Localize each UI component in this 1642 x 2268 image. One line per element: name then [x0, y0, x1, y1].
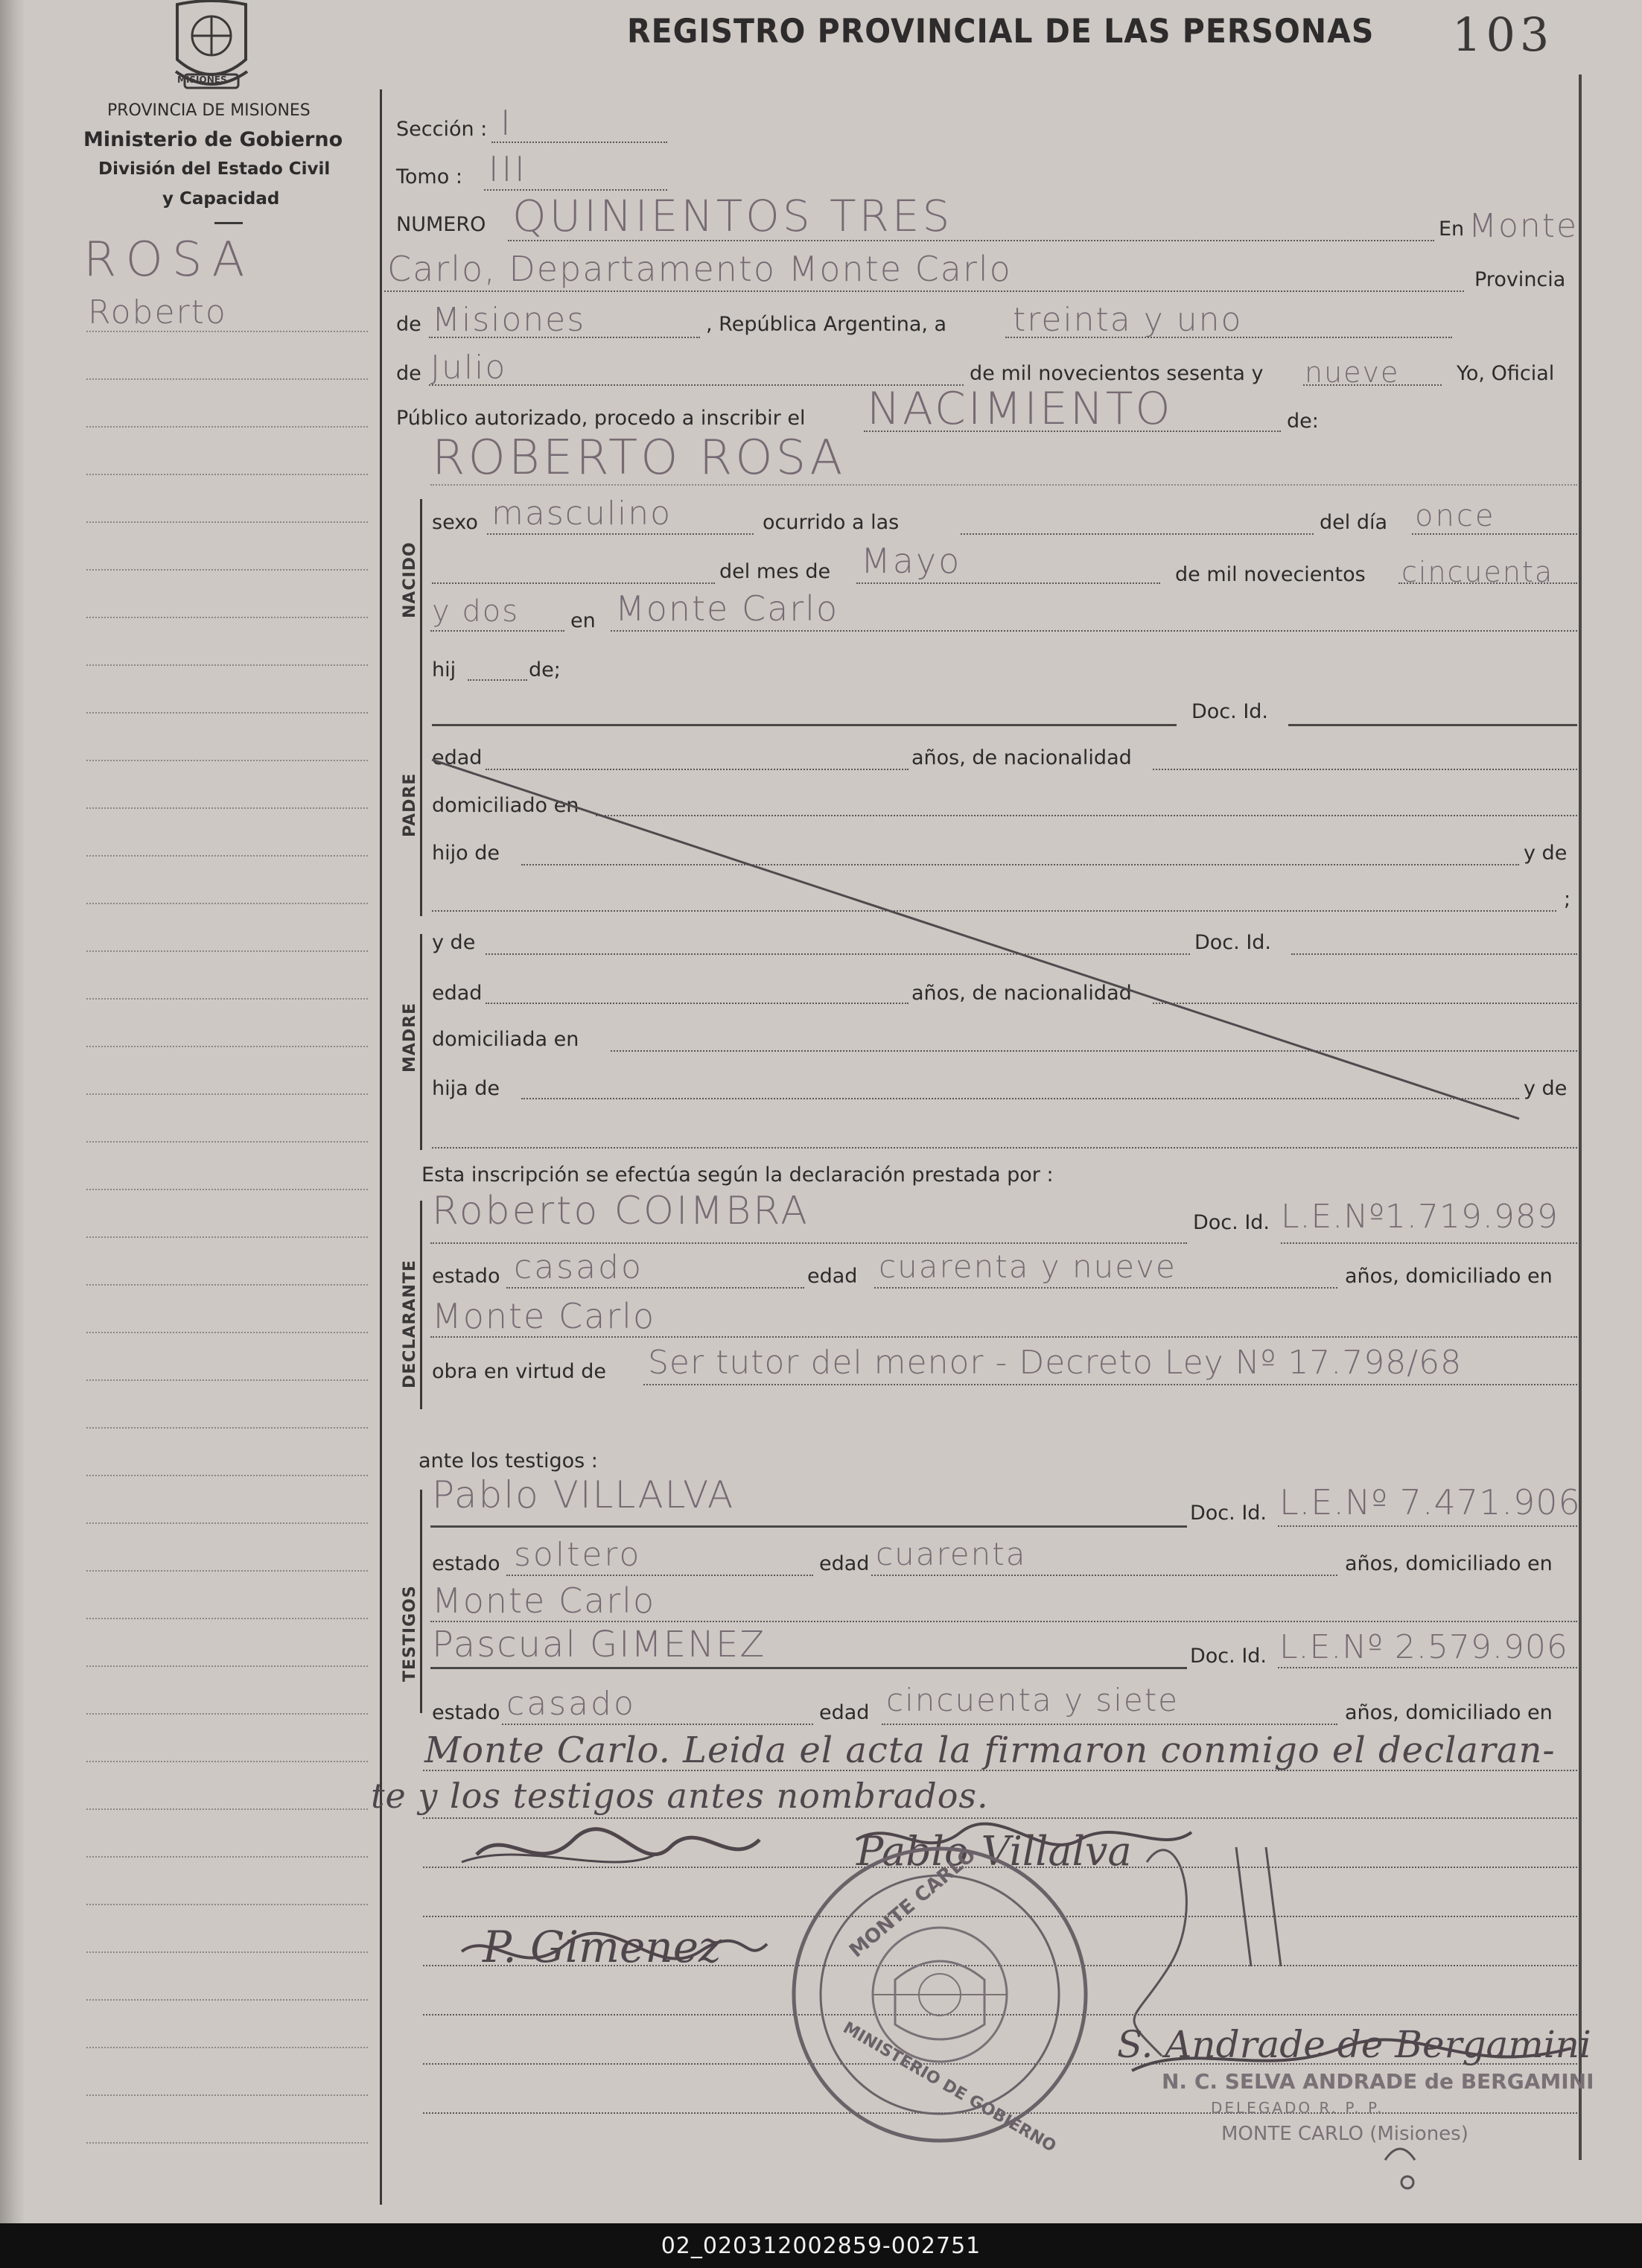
padre-domicilio-label: domiciliado en: [432, 794, 579, 817]
nacido-section-label: NACIDO: [401, 541, 419, 618]
en-label: En: [1439, 217, 1465, 241]
testigo2-edad-label: edad: [819, 1701, 870, 1724]
image-caption: 02_020312002859-002751: [0, 2223, 1642, 2268]
del-dia-label: del día: [1320, 511, 1388, 534]
testigo2-doc-label: Doc. Id.: [1190, 1645, 1267, 1668]
republica-label: , República Argentina, a: [706, 313, 947, 336]
numero-value: QUINIENTOS TRES: [512, 191, 953, 241]
birth-year-value-1: cincuenta: [1401, 556, 1554, 588]
madre-edad-label: edad: [432, 982, 483, 1005]
seccion-label: Sección :: [396, 118, 488, 141]
testigo1-edad-value: cuarenta: [876, 1536, 1027, 1572]
declarante-domicilio-value: Monte Carlo: [432, 1296, 656, 1336]
birth-day-value: once: [1415, 499, 1496, 533]
declarante-obra-label: obra en virtud de: [432, 1360, 606, 1383]
testigo1-domicilio-value: Monte Carlo: [432, 1581, 656, 1621]
padre-edad-label: edad: [432, 746, 483, 769]
padre-nacionalidad-label: años, de nacionalidad: [911, 746, 1132, 769]
testigo2-estado-label: estado: [432, 1701, 500, 1724]
birth-month-value: Mayo: [861, 541, 962, 581]
madre-nacionalidad-label: años, de nacionalidad: [911, 982, 1132, 1005]
division-label: División del Estado Civil: [98, 159, 331, 179]
officer-stamp-title: DELEGADO R. P. P.: [1211, 2099, 1384, 2117]
seal-text-top: MONTE CARLO: [845, 1843, 981, 1963]
testigos-label: ante los testigos :: [419, 1449, 598, 1473]
tomo-value: III: [489, 149, 528, 189]
page-title: REGISTRO PROVINCIAL DE LAS PERSONAS: [627, 12, 1375, 51]
tomo-label: Tomo :: [396, 165, 462, 188]
de-label: de: [396, 313, 421, 336]
hij-de-label: de;: [529, 658, 561, 682]
padre-doc-label: Doc. Id.: [1191, 700, 1269, 723]
province-label: PROVINCIA DE MISIONES: [107, 101, 311, 120]
del-mes-label: del mes de: [719, 560, 831, 583]
declarante-doc-label: Doc. Id.: [1193, 1211, 1270, 1234]
madre-hija-de-label: hija de: [432, 1077, 500, 1100]
declaracion-label: Esta inscripción se efectúa según la declaración prestada por :: [421, 1163, 1054, 1187]
testigo2-estado-value: casado: [506, 1685, 636, 1723]
madre-y-de-label-2: y de: [1524, 1077, 1568, 1100]
madre-domicilio-label: domiciliada en: [432, 1028, 579, 1051]
testigo1-domicilio-label: años, domiciliado en: [1345, 1552, 1553, 1575]
year-prefix-label: de mil novecientos sesenta y: [970, 362, 1264, 385]
testigo1-signature: Pablo Villalva: [856, 1828, 1132, 1875]
margin-given-name: Roberto: [88, 293, 227, 331]
year-value: nueve: [1305, 356, 1400, 389]
officer-stamp-place: MONTE CARLO (Misiones): [1221, 2123, 1468, 2145]
testigo2-doc-value: L.E.Nº 2.579.906: [1279, 1628, 1568, 1666]
hij-label: hij: [432, 658, 456, 682]
sexo-value: masculino: [491, 495, 672, 533]
act-type-value: NACIMIENTO: [867, 383, 1173, 435]
officer-stamp-name: N. C. SELVA ANDRADE de BERGAMINI: [1162, 2069, 1594, 2094]
testigo1-doc-label: Doc. Id.: [1190, 1502, 1267, 1525]
declarante-domicilio-label: años, domiciliado en: [1345, 1265, 1553, 1288]
seccion-value: I: [500, 103, 514, 143]
yo-oficial-label: Yo, Oficial: [1457, 362, 1555, 385]
birth-place-value: Monte Carlo: [615, 588, 839, 629]
declarante-estado-label: estado: [432, 1265, 500, 1288]
provincia-label: Provincia: [1474, 268, 1566, 291]
province-value: Misiones: [432, 301, 586, 339]
testigo2-edad-value: cincuenta y siete: [886, 1682, 1180, 1718]
numero-label: NUMERO: [396, 213, 486, 236]
margin-surname: ROSA: [83, 232, 254, 288]
closing-line-1: Monte Carlo. Leida el acta la firmaron conmigo el declaran-: [424, 1729, 1556, 1771]
de-label-2: de: [396, 362, 421, 385]
capacity-label: y Capacidad: [162, 189, 280, 209]
place-part1: Monte: [1468, 207, 1579, 245]
day-value: treinta y uno: [1013, 301, 1243, 339]
testigo1-estado-label: estado: [432, 1552, 500, 1575]
madre-doc-label: Doc. Id.: [1194, 931, 1272, 954]
padre-semicolon: ;: [1564, 888, 1571, 911]
seal-text-bottom: MINISTERIO DE GOBIERNO: [839, 2018, 1060, 2156]
ministry-label: Ministerio de Gobierno: [83, 128, 343, 151]
declarante-name: Roberto COIMBRA: [432, 1189, 809, 1233]
declarante-estado-value: casado: [514, 1248, 643, 1286]
testigo2-signature: P. Gimenez: [483, 1922, 722, 1972]
testigo1-edad-label: edad: [819, 1552, 870, 1575]
subject-name: ROBERTO ROSA: [432, 431, 846, 486]
declarante-edad-value: cuarenta y nueve: [879, 1248, 1177, 1285]
ocurrido-label: ocurrido a las: [763, 511, 900, 534]
closing-line-2: te y los testigos antes nombrados.: [371, 1776, 989, 1816]
en-place-label: en: [570, 609, 596, 632]
testigo2-name: Pascual GIMENEZ: [432, 1624, 766, 1665]
madre-section-label: MADRE: [401, 1002, 419, 1073]
month-value: Julio: [430, 349, 507, 387]
testigos-section-label: TESTIGOS: [401, 1585, 419, 1682]
testigo1-doc-value: L.E.Nº 7.471.906: [1279, 1482, 1581, 1522]
place-part2: Carlo, Departamento Monte Carlo: [387, 249, 1012, 289]
publico-label: Público autorizado, procedo a inscribir el: [396, 407, 806, 430]
madre-y-de-label: y de: [432, 931, 476, 954]
sexo-label: sexo: [432, 511, 478, 534]
coat-of-arms-ribbon: MISIONES: [177, 74, 227, 85]
testigo2-domicilio-label: años, domiciliado en: [1345, 1701, 1553, 1724]
testigo1-estado-value: soltero: [514, 1536, 642, 1574]
officer-signature: S. Andrade de Bergamini: [1117, 2023, 1591, 2066]
padre-y-de-label: y de: [1524, 842, 1568, 865]
declarante-doc-value: L.E.Nº1.719.989: [1281, 1198, 1559, 1236]
page-number: 103: [1452, 7, 1554, 62]
declarante-section-label: DECLARANTE: [401, 1260, 419, 1388]
declarante-obra-value: Ser tutor del menor - Decreto Ley Nº 17.798/68: [648, 1344, 1463, 1382]
de-colon-label: de:: [1287, 410, 1319, 433]
padre-section-label: PADRE: [401, 772, 419, 837]
testigo1-name: Pablo VILLALVA: [432, 1473, 735, 1516]
padre-hijo-de-label: hijo de: [432, 842, 500, 865]
birth-year-value-2: y dos: [432, 594, 520, 629]
declarante-edad-label: edad: [807, 1265, 858, 1288]
de-mil-label: de mil novecientos: [1175, 563, 1366, 586]
